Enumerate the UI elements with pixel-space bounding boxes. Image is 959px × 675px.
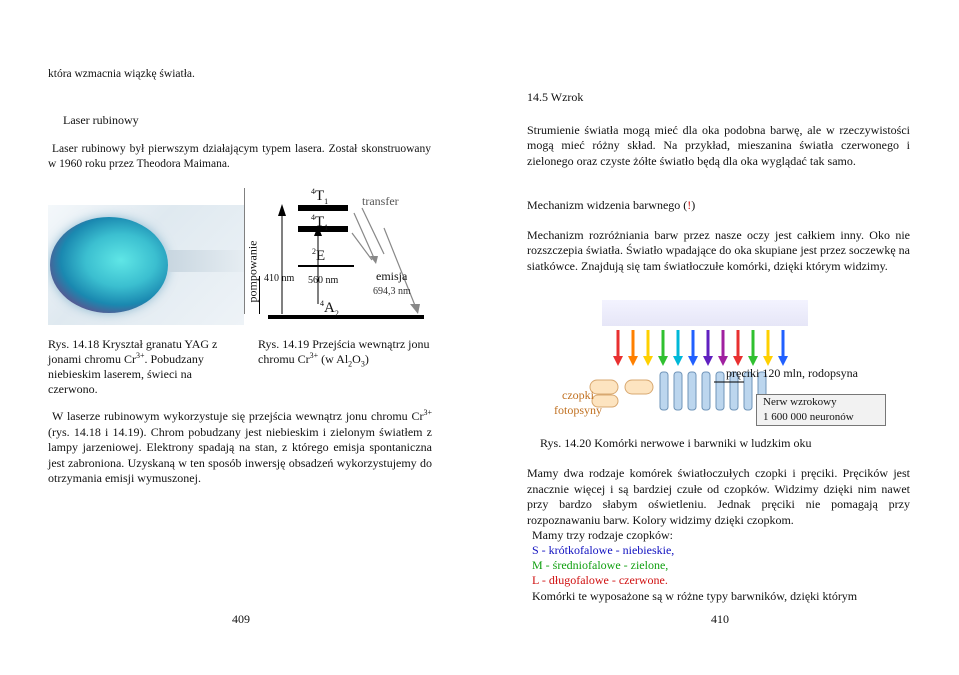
optic-nerve-box — [756, 394, 886, 426]
level-4A2-ground-bar — [268, 315, 424, 319]
pump-label: pompowanie — [245, 240, 260, 303]
page-number-right: 410 — [711, 612, 729, 626]
level-4T1-upper-bar — [298, 205, 348, 211]
sup-4: 4 — [320, 299, 324, 308]
cone-type-m: M - średniofalowe - zielone, — [532, 558, 669, 572]
last-line: Komórki te wyposażone są w różne typy barwników, dzięki którym — [532, 589, 858, 603]
mechanism-close-paren: ) — [691, 198, 696, 212]
paragraph-mechanism: Mechanizm rozróżniania barw przez nasze oczy jest całkiem inny. Oko nie rozszczepia światła. Światło wpadające do oka skupiane jest przez soczewkę na siatkówce. Znajdują się tam światłoczułe komórki, dzięki którym widzimy. — [527, 228, 910, 273]
cones-label-line-2: fotopsyny — [554, 403, 602, 417]
optic-nerve-line-2: 1 600 000 neuronów — [763, 411, 854, 423]
sup-2: 2 — [312, 247, 316, 256]
section-heading: 14.5 Wzrok — [527, 90, 584, 104]
ruby-crystal-disc — [50, 217, 168, 313]
caption-fig-14-18 — [48, 337, 238, 397]
caption-19-sup: 3+ — [309, 351, 319, 360]
laser-paragraph — [48, 409, 432, 487]
caption-19-text-a: Rys. 14.19 Przejścia wewnątrz jonu chromu Cr — [258, 337, 430, 366]
sub-1: 1 — [324, 197, 329, 206]
transfer-arrow-3 — [362, 208, 384, 254]
t-symbol: T — [315, 214, 325, 230]
caption-18-sup: 3+ — [135, 351, 145, 360]
pump-label-divider — [259, 276, 260, 314]
paragraph-rods-cones: Mamy dwa rodzaje komórek światłoczułych czopki i pręciki. Pręcików jest znacznie więcej i są bardziej czułe od czopków. Widzimy dzięki nim nawet przy bardzo słabym oświetleniu. Jednak pręciki nie pomagają przy rozpoznawaniu barw. Kolory widzimy dzięki czopkom. — [527, 466, 910, 527]
pump-arrow-head — [278, 204, 286, 216]
cone-type-l: L - długofalowe - czerwone. — [532, 573, 668, 587]
heading-laser-rubinowy: Laser rubinowy — [63, 113, 139, 127]
t-symbol: T — [315, 188, 325, 204]
mechanism-heading — [527, 198, 695, 213]
e-symbol: E — [316, 248, 326, 264]
transfer-label: transfer — [362, 194, 399, 208]
sub-2: 2 — [334, 309, 339, 318]
emission-label: emisja — [376, 269, 408, 283]
pump-wavelength: 410 nm — [264, 273, 295, 284]
rods-label: pręciki 120 mln, rodopsyna — [726, 366, 858, 380]
cones-label-line-1: czopki — [562, 388, 594, 402]
caption-19-text-c: O — [352, 352, 361, 366]
level-4T1-upper-label — [311, 188, 328, 205]
caption-19-text-d: ) — [364, 352, 369, 366]
sup-4: 4 — [311, 213, 315, 222]
intro-paragraph: Laser rubinowy był pierwszym działającym typem lasera. Został skonstruowany w 1960 roku przez Theodora Maimana. — [48, 143, 431, 170]
colored-arrows — [613, 330, 788, 366]
caption-19-sub3: 3 — [360, 359, 365, 369]
emission-arrow-head — [410, 304, 420, 314]
cones-label — [546, 388, 610, 418]
laser-para-sup: 3+ — [423, 408, 432, 417]
caption-19-sub2: 2 — [348, 359, 353, 369]
energy-level-diagram — [244, 188, 434, 328]
level-4A2-label — [320, 300, 339, 317]
sub-1: 1 — [324, 223, 329, 232]
transfer-arrow-1 — [354, 213, 374, 258]
level-2E-label — [312, 248, 325, 265]
retina-diagram — [530, 300, 930, 432]
laser-para-text-b: (rys. 14.18 i 14.19). Chrom pobudzany jest niebieskim i zielonym światłem z lampy jarzeniowej. Elektrony spadają na stan, z którego emisja spontaniczna jest zabroniona. Uzyskaną w ten sposób inwersję obsadzeń wykorzystujemy do otrzymania emisji wymuszonej. — [48, 424, 432, 486]
emission-wavelength: 694,3 nm — [373, 286, 411, 297]
level-4T1-lower-label — [311, 214, 328, 231]
top-line: która wzmacnia wiązkę światła. — [48, 68, 195, 80]
wavelength-560: 560 nm — [308, 275, 339, 286]
energy-diagram-svg — [244, 188, 434, 328]
caption-18-text-b: . Pobudzany niebieskim laserem, świeci na czerwono. — [48, 352, 204, 396]
paragraph-color-mix: Strumienie światła mogą mieć dla oka podobna barwę, ale w rzeczywistości mogą mieć różny skład. Na przykład, mieszanina światła czerwonego i zielonego oraz czyste żółte światło będą dla oka wyglądać tak samo. — [527, 123, 910, 168]
caption-19-text-b: (w Al — [318, 352, 349, 366]
laser-para-text-a: W laserze rubinowym wykorzystuje się przejścia wewnątrz jonu chromu Cr — [52, 409, 424, 423]
sup-4: 4 — [311, 187, 315, 196]
caption-18-text-a: Rys. 14.18 Kryształ granatu YAG z jonami chromu Cr — [48, 337, 218, 366]
transfer-arrow-1-head — [370, 256, 378, 264]
cone-type-s: S - krótkofalowe - niebieskie, — [532, 543, 675, 557]
page-number-left: 409 — [232, 612, 250, 626]
mechanism-heading-text: Mechanizm widzenia barwnego ( — [527, 198, 688, 212]
mechanism-exclamation: ! — [687, 198, 692, 212]
optic-nerve-line-1: Nerw wzrokowy — [763, 396, 837, 408]
laser-beam-glow — [168, 250, 244, 272]
a-symbol: A — [324, 300, 335, 316]
caption-fig-14-19 — [258, 337, 438, 367]
cones-intro: Mamy trzy rodzaje czopków: — [532, 528, 673, 542]
caption-fig-14-20: Rys. 14.20 Komórki nerwowe i barwniki w ludzkim oku — [540, 436, 812, 450]
crystal-photo — [48, 205, 244, 325]
